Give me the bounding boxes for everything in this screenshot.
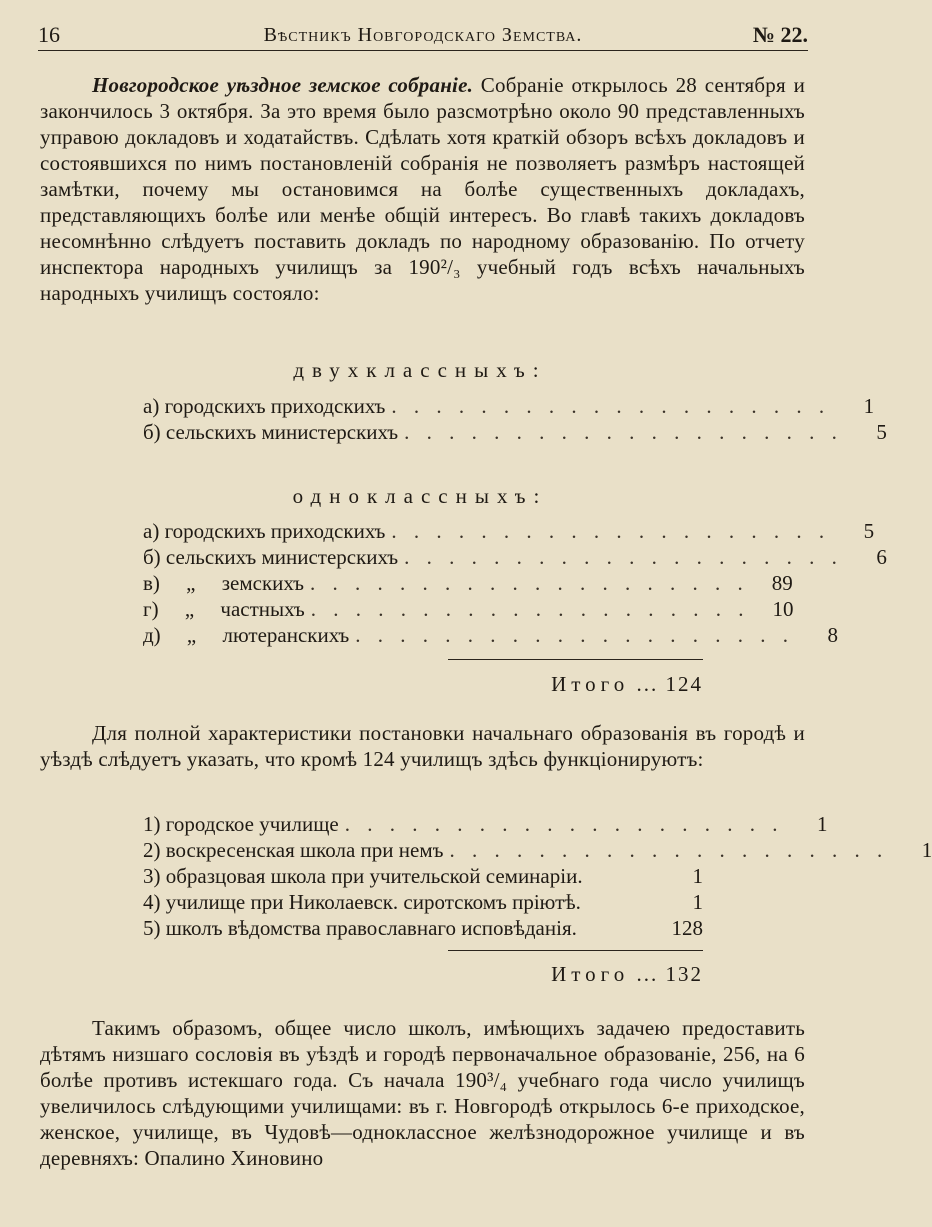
total-label: Итого: [551, 672, 630, 696]
leader-dots: . . . . . . . . . . . . . . . . . . . .: [391, 394, 831, 418]
leader-dots: . . . . . . . . . . . . . . . . . . . .: [404, 545, 843, 569]
list-item-label: д) „ лютеранскихъ: [143, 623, 350, 647]
list-item-label: в) „ земскихъ: [143, 571, 304, 595]
total-dots: ...: [636, 962, 659, 986]
list-item-label: 3) образцовая школа при учительской семинаріи.: [143, 864, 583, 888]
list-item: [143, 623, 839, 649]
total-row: [448, 962, 703, 987]
list-item-label: 5) школъ вѣдомства православнаго исповѣданія.: [143, 916, 577, 940]
list-item: [143, 571, 793, 597]
list-item: [143, 890, 703, 916]
list-item-value: 5: [863, 519, 875, 543]
list-item-label: 2) воскресенская школа при немъ: [143, 838, 444, 862]
sum-rule: [448, 950, 703, 951]
list-item-label: б) сельскихъ министерскихъ: [143, 545, 399, 569]
list-item-label: г) „ частныхъ: [143, 597, 305, 621]
leader-dots: . . . . . . . . . . . . . . . . . . . .: [449, 838, 889, 862]
list-item-value: 8: [827, 623, 839, 647]
list-item-value: 1: [692, 864, 703, 888]
list-item: [143, 394, 875, 420]
issue-number: № 22.: [752, 22, 808, 47]
leader-dots: . . . . . . . . . . . . . . . . . . . .: [404, 420, 843, 444]
list-item-value: 128: [671, 916, 703, 940]
intro-lead: Новгородское уѣздное земское собраніе.: [92, 73, 474, 97]
list-item-label: а) городскихъ приходскихъ: [143, 519, 386, 543]
section-heading-one-class: одноклассныхъ:: [292, 484, 548, 508]
journal-title: Вѣстникъ Новгородскаго Земства.: [263, 24, 583, 46]
list-item-value: 89: [771, 571, 793, 595]
page-number: 16: [38, 22, 60, 47]
list-item: [143, 916, 703, 942]
total-row: [448, 672, 703, 697]
intro-paragraph: [40, 72, 805, 306]
list-item: [143, 545, 887, 571]
leader-dots: . . . . . . . . . . . . . . . . . . . .: [344, 812, 784, 836]
list-item-value: 1: [692, 890, 703, 914]
list-item-value: 6: [876, 545, 887, 569]
leader-dots: . . . . . . . . . . . . . . . . . . . .: [355, 623, 795, 647]
total-value: 124: [665, 672, 703, 696]
leader-dots: . . . . . . . . . . . . . . . . . . . .: [309, 571, 749, 595]
list-item: [143, 838, 932, 864]
list-item: [143, 420, 887, 446]
list-item-value: 1: [863, 394, 875, 418]
list-item-label: 4) училище при Николаевск. сиротскомъ пріютѣ.: [143, 890, 581, 914]
conclusion-paragraph: Такимъ образомъ, общее число школъ, имѣющихъ задачею предоставить дѣтямъ низшаго сословія въ уѣздѣ и городѣ первоначальное образованіе, 256, на 6 болѣе противъ истекшаго года. Съ начала 190³/₄ учебнаго года число училищъ увеличилось слѣдующими училищами: въ г. Новгородѣ открылось 6-е приходское, женское, училище, въ Чудовѣ—одноклассное желѣзнодорожное училище и въ деревняхъ: Опалино Хиновино: [40, 1016, 805, 1170]
running-header: [38, 20, 808, 51]
list-item: [143, 519, 875, 545]
leader-dots: . . . . . . . . . . . . . . . . . . . .: [310, 597, 750, 621]
intro-text: Собраніе открылось 28 сентября и закончилось 3 октября. За это время было разсмотрѣно около 90 представленныхъ управою докладовъ и ходатайствъ. Сдѣлать хотя краткій обзоръ всѣхъ докладовъ и состоявшихся по нимъ постановленій собранія не позволяетъ размѣръ настоящей замѣтки, почему мы остановимся на болѣе существенныхъ докладахъ, представляющихъ болѣе или менѣе общій интересъ. Во главѣ такихъ докладовъ несомнѣнно слѣдуетъ поставить докладъ по народному образованію. По отчету инспектора народныхъ училищъ за 190²/₃ учебный годъ всѣхъ начальныхъ народныхъ училищъ состояло:: [40, 73, 806, 305]
list-item-value: 1: [816, 812, 828, 836]
total-label: Итого: [551, 962, 630, 986]
characteristics-paragraph: Для полной характеристики постановки начальнаго образованія въ городѣ и уѣздѣ слѣдуетъ указать, что кромѣ 124 училищъ здѣсь функціонируютъ:: [40, 721, 805, 771]
section-heading-two-class: двухклассныхъ:: [293, 358, 547, 382]
sum-rule: [448, 659, 703, 660]
list-item-value: 1: [921, 838, 932, 862]
list-item: [143, 597, 794, 623]
list-item-value: 5: [876, 420, 887, 444]
leader-dots: . . . . . . . . . . . . . . . . . . . .: [391, 519, 831, 543]
total-value: 132: [665, 962, 703, 986]
list-item-label: а) городскихъ приходскихъ: [143, 394, 386, 418]
list-item: [143, 864, 703, 890]
list-item: [143, 812, 828, 838]
list-item-label: б) сельскихъ министерскихъ: [143, 420, 399, 444]
total-dots: ...: [636, 672, 659, 696]
list-item-value: 10: [772, 597, 794, 621]
list-item-label: 1) городское училище: [143, 812, 339, 836]
